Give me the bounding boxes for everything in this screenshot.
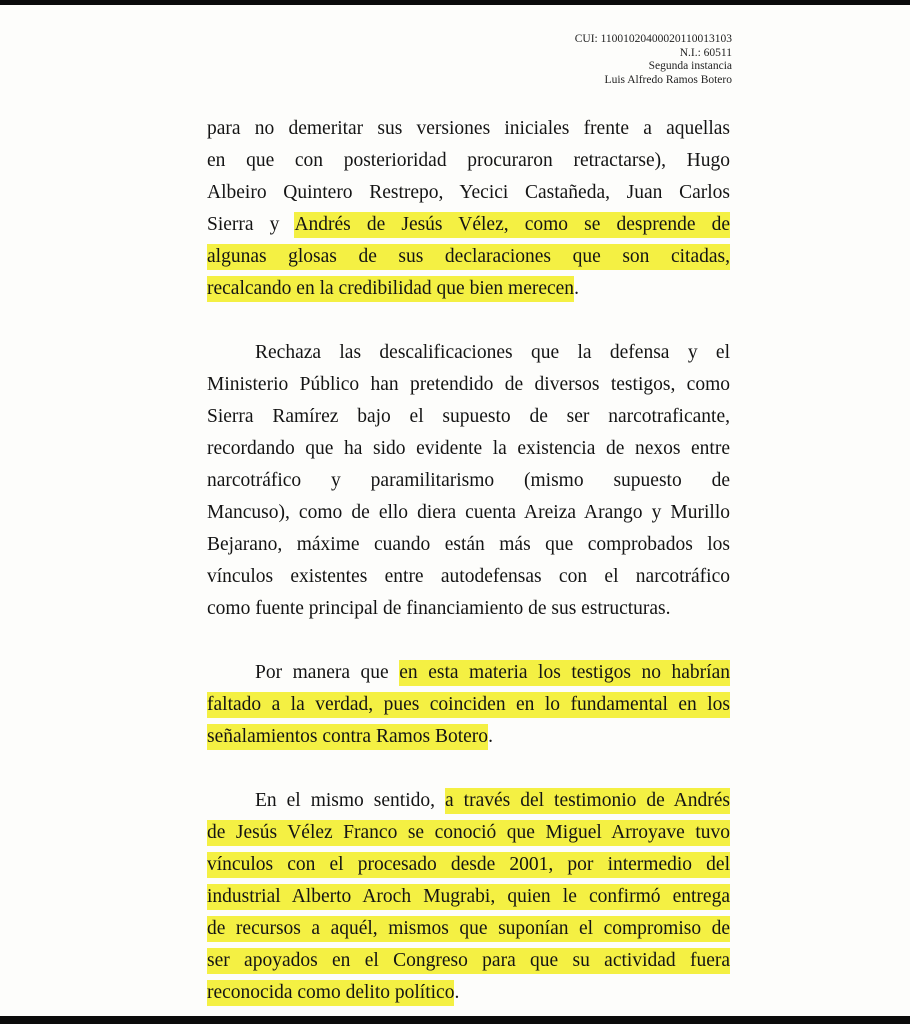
highlighted-text: reconocida como delito político [207, 980, 454, 1006]
case-header [575, 33, 732, 87]
text-segment: Sierra Ramírez bajo el supuesto de ser narcotraficante, [207, 406, 730, 427]
text-segment: Bejarano, máxime cuando están más que comprobados los [207, 534, 730, 555]
paragraph [207, 785, 730, 1009]
document-body [207, 113, 730, 1009]
case-defendant: Luis Alfredo Ramos Botero [604, 73, 732, 86]
text-line [207, 337, 730, 369]
text-segment: Rechaza las descalificaciones que la defensa y el [255, 342, 730, 363]
text-line [207, 657, 730, 689]
highlighted-text: de recursos a aquél, mismos que suponían el compromiso de [207, 916, 730, 942]
text-line [207, 433, 730, 465]
highlighted-text: algunas glosas de sus declaraciones que son citadas, [207, 244, 730, 270]
text-segment: vínculos existentes entre autodefensas con el narcotráfico [207, 566, 730, 587]
text-line [207, 273, 730, 305]
text-line [207, 113, 730, 145]
paragraph [207, 113, 730, 305]
text-line [207, 209, 730, 241]
text-line [207, 497, 730, 529]
text-segment: . [454, 982, 460, 1003]
text-line [207, 593, 730, 625]
paragraph [207, 337, 730, 625]
text-line [207, 145, 730, 177]
text-segment: recordando que ha sido evidente la existencia de nexos entre [207, 438, 730, 459]
highlighted-text: industrial Alberto Aroch Mugrabi, quien le confirmó entrega [207, 884, 730, 910]
case-ni: N.I.: 60511 [679, 46, 732, 59]
text-line [207, 561, 730, 593]
text-segment: En el mismo sentido, [255, 790, 446, 811]
highlighted-text: a través del testimonio de Andrés [445, 788, 730, 814]
highlighted-text: vínculos con el procesado desde 2001, por intermedio del [207, 852, 730, 878]
text-line [207, 689, 730, 721]
text-line [207, 913, 730, 945]
text-line [207, 401, 730, 433]
text-segment: . [488, 726, 493, 747]
paragraph-gap [207, 753, 730, 785]
highlighted-text: faltado a la verdad, pues coinciden en lo fundamental en los [207, 692, 730, 718]
text-line [207, 785, 730, 817]
text-line [207, 369, 730, 401]
text-segment: Por manera que [255, 662, 400, 683]
text-segment: Ministerio Público han pretendido de diversos testigos, como [207, 374, 730, 395]
text-segment: . [574, 278, 579, 299]
text-segment: Albeiro Quintero Restrepo, Yecici Castañeda, Juan Carlos [207, 182, 730, 203]
highlighted-text: señalamientos contra Ramos Botero [207, 724, 488, 750]
text-line [207, 945, 730, 977]
text-segment: narcotráfico y paramilitarismo (mismo supuesto de [207, 470, 730, 491]
text-line [207, 465, 730, 497]
text-segment: Mancuso), como de ello diera cuenta Areiza Arango y Murillo [207, 502, 730, 523]
text-segment: como fuente principal de financiamiento de sus estructuras. [207, 598, 671, 619]
case-cui: CUI: 11001020400020110013103 [574, 33, 732, 45]
bottom-border [0, 1016, 910, 1024]
highlighted-text: Andrés de Jesús Vélez, como se desprende de [294, 212, 730, 238]
text-line [207, 721, 730, 753]
text-line [207, 817, 730, 849]
paragraph-gap [207, 625, 730, 657]
paragraph-gap [207, 305, 730, 337]
text-segment: en que con posterioridad procuraron retractarse), Hugo [207, 150, 730, 171]
text-line [207, 881, 730, 913]
text-segment: Sierra y [207, 214, 295, 235]
highlighted-text: recalcando en la credibilidad que bien merecen [207, 276, 574, 302]
highlighted-text: ser apoyados en el Congreso para que su actividad fuera [207, 948, 730, 974]
text-line [207, 241, 730, 273]
highlighted-text: en esta materia los testigos no habrían [399, 660, 730, 686]
highlighted-text: de Jesús Vélez Franco se conoció que Miguel Arroyave tuvo [207, 820, 730, 846]
text-segment: para no demeritar sus versiones iniciales frente a aquellas [207, 118, 730, 139]
text-line [207, 177, 730, 209]
text-line [207, 849, 730, 881]
paragraph [207, 657, 730, 753]
case-instance: Segunda instancia [648, 60, 732, 72]
text-line [207, 529, 730, 561]
text-line [207, 977, 730, 1009]
